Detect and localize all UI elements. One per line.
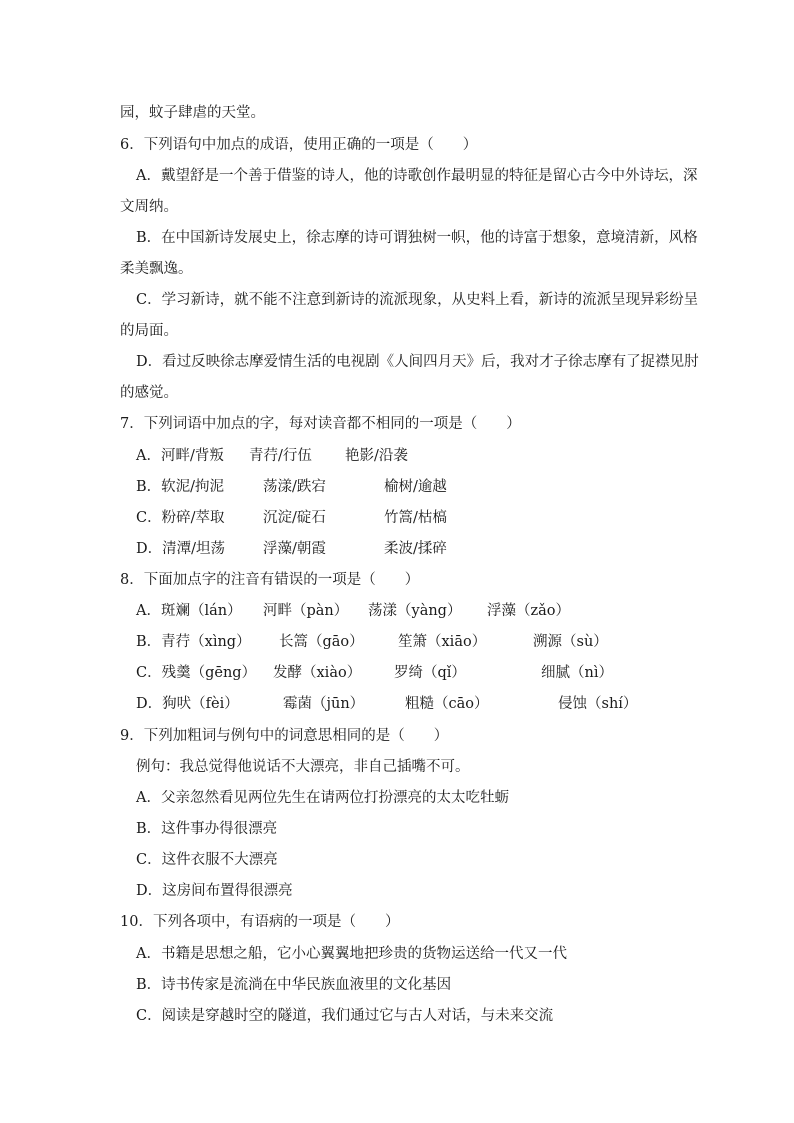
question-10-stem: 10．下列各项中，有语病的一项是（ ） bbox=[120, 914, 400, 930]
question-10-option-c: C．阅读是穿越时空的隧道，我们通过它与古人对话，与未来交流 bbox=[136, 1008, 554, 1024]
option-col-1: C．残羹（gēng） bbox=[136, 665, 257, 681]
option-col-3: 罗绮（qǐ） bbox=[394, 665, 466, 681]
option-col-3: 粗糙（cāo） bbox=[405, 696, 489, 712]
option-col-1: A．河畔/背叛 bbox=[136, 448, 224, 464]
option-col-3: 荡漾（yàng） bbox=[368, 603, 462, 619]
question-6-option-a: A．戴望舒是一个善于借鉴的诗人，他的诗歌创作最明显的特征是留心古今中外诗坛，深 bbox=[136, 168, 698, 184]
option-col-3: 艳影/沿袭 bbox=[345, 448, 408, 464]
question-9-option-a: A．父亲忽然看见两位先生在请两位打扮漂亮的太太吃牡蛎 bbox=[136, 790, 509, 806]
option-col-1: C．粉碎/萃取 bbox=[136, 510, 225, 526]
question-9-stem: 9．下列加粗词与例句中的词意思相同的是（ ） bbox=[120, 728, 449, 744]
option-col-3: 柔波/揉碎 bbox=[384, 541, 447, 557]
option-col-4: 浮藻（zǎo） bbox=[487, 603, 571, 619]
option-col-1: A．斑斓（lán） bbox=[136, 603, 242, 619]
option-col-2: 青荇/行伍 bbox=[249, 448, 312, 464]
question-6-option-d: D．看过反映徐志摩爱情生活的电视剧《人间四月天》后，我对才子徐志摩有了捉襟见肘 bbox=[136, 354, 699, 370]
question-9-option-d: D．这房间布置得很漂亮 bbox=[136, 883, 293, 899]
question-6-option-c: C．学习新诗，就不能不注意到新诗的流派现象，从史料上看，新诗的流派呈现异彩纷呈 bbox=[136, 292, 699, 308]
question-9-option-b: B．这件事办得很漂亮 bbox=[136, 821, 278, 837]
option-col-2: 沉淀/碇石 bbox=[263, 510, 326, 526]
option-col-3: 笙箫（xiāo） bbox=[398, 634, 487, 650]
option-col-1: D．清潭/坦荡 bbox=[136, 541, 226, 557]
option-col-4: 溯源（sù） bbox=[533, 634, 608, 650]
question-8-stem: 8．下面加点字的注音有错误的一项是（ ） bbox=[120, 572, 420, 588]
question-6-option-b: B．在中国新诗发展史上，徐志摩的诗可谓独树一帜，他的诗富于想象，意境清新，风格 bbox=[136, 230, 698, 246]
question-10-option-b: B．诗书传家是流淌在中华民族血液里的文化基因 bbox=[136, 977, 452, 993]
option-col-1: B．软泥/拘泥 bbox=[136, 479, 225, 495]
option-col-4: 细腻（nì） bbox=[541, 665, 613, 681]
question-7-stem: 7．下列词语中加点的字，每对读音都不相同的一项是（ ） bbox=[120, 416, 521, 432]
question-9-example: 例句：我总觉得他说话不大漂亮，非自己插嘴不可。 bbox=[136, 759, 470, 775]
question-10-option-a: A．书籍是思想之船，它小心翼翼地把珍贵的货物运送给一代又一代 bbox=[136, 946, 567, 962]
question-6-option-b-cont: 柔美飘逸。 bbox=[120, 261, 193, 277]
option-col-2: 浮藻/朝霞 bbox=[263, 541, 326, 557]
option-col-2: 河畔（pàn） bbox=[263, 603, 349, 619]
continued-text: 园，蚊子肆虐的天堂。 bbox=[120, 105, 265, 121]
question-6-option-a-cont: 文周纳。 bbox=[120, 199, 178, 215]
question-6-stem: 6．下列语句中加点的成语，使用正确的一项是（ ） bbox=[120, 137, 478, 153]
question-6-option-c-cont: 的局面。 bbox=[120, 323, 178, 339]
question-6-option-d-cont: 的感觉。 bbox=[120, 385, 178, 401]
option-col-4: 侵蚀（shí） bbox=[558, 696, 638, 712]
option-col-2: 霉菌（jūn） bbox=[283, 696, 365, 712]
question-9-option-c: C．这件衣服不大漂亮 bbox=[136, 852, 278, 868]
option-col-2: 荡漾/跌宕 bbox=[263, 479, 326, 495]
option-col-2: 发酵（xiào） bbox=[273, 665, 362, 681]
option-col-3: 榆树/逾越 bbox=[384, 479, 447, 495]
option-col-1: B．青荇（xìng） bbox=[136, 634, 251, 650]
option-col-2: 长篙（gāo） bbox=[279, 634, 364, 650]
option-col-1: D．狗吠（fèi） bbox=[136, 696, 239, 712]
option-col-3: 竹篙/枯槁 bbox=[384, 510, 447, 526]
